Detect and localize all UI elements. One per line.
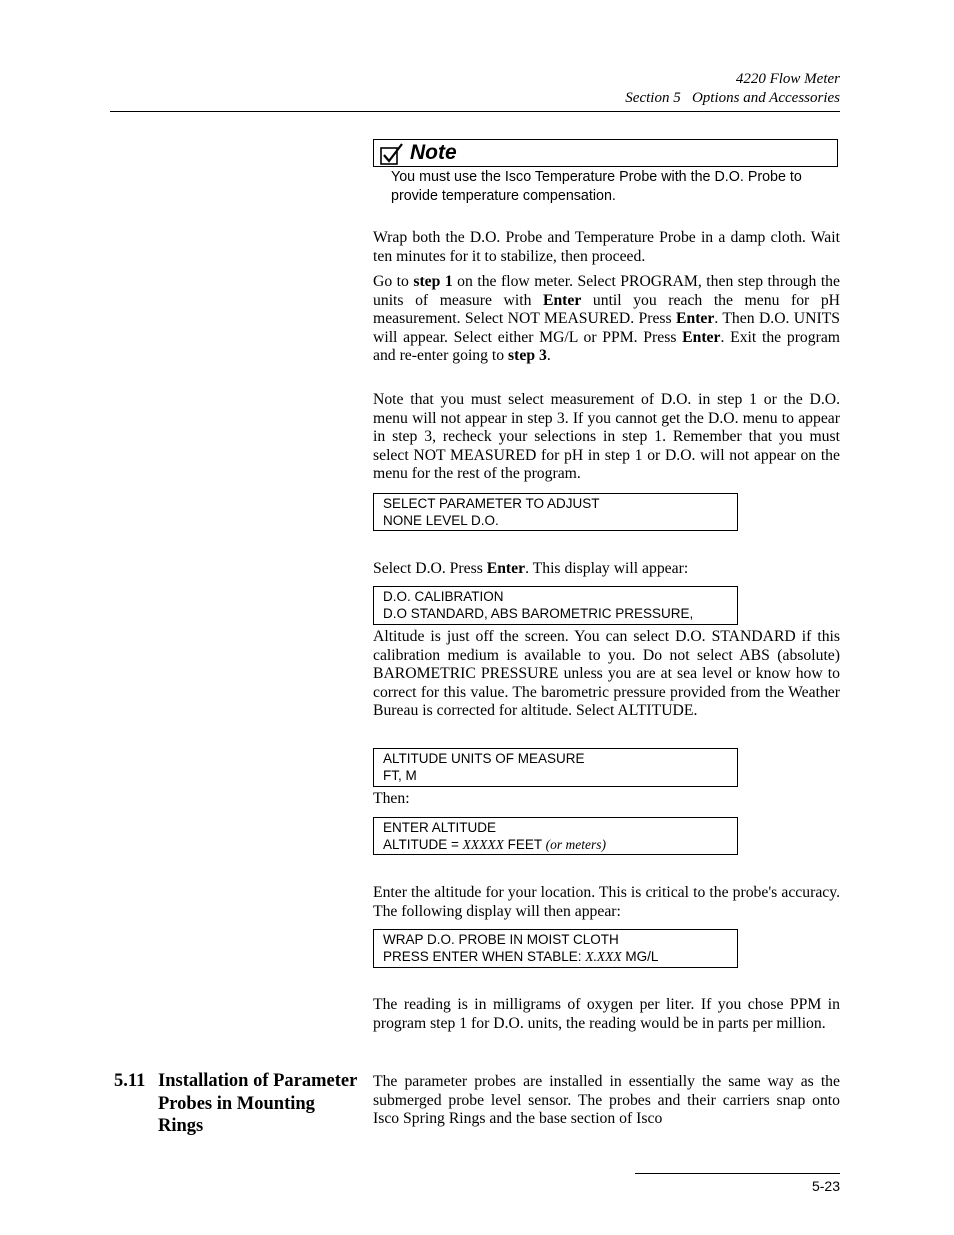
display-altitude-units: ALTITUDE UNITS OF MEASURE FT, M bbox=[373, 748, 738, 787]
bold-enter: Enter bbox=[486, 560, 526, 577]
paragraph-wrap bbox=[373, 229, 840, 266]
running-header bbox=[625, 70, 840, 108]
page-number: 5-23 bbox=[811, 1178, 840, 1194]
display-do-calibration: D.O. CALIBRATION D.O STANDARD, ABS BAROMETRIC PRESSURE, bbox=[373, 586, 738, 625]
bold-enter: Enter bbox=[542, 291, 582, 309]
checkbox-check-icon bbox=[380, 143, 404, 165]
bold-enter: Enter bbox=[682, 328, 721, 346]
display-wrap-probe: WRAP D.O. PROBE IN MOIST CLOTH PRESS ENTER WHEN STABLE: X.XXX MG/L bbox=[373, 929, 738, 968]
header-section: Section 5 Options and Accessories bbox=[625, 90, 840, 106]
paragraph-note-step: Note that you must select measurement of D.O. in step 1 or the D.O. menu will not appear in step 3. If you cannot get the D.O. menu to appear in step 3, recheck your selections in step 1. Remember that you must select NOT MEASURED for pH in step 1 or D.O. will not appear on the menu for the rest of the program. bbox=[373, 391, 840, 483]
note-box bbox=[373, 139, 838, 167]
paragraph-select-do: Select D.O. Press Enter. This display will appear: bbox=[373, 560, 689, 577]
header-rule bbox=[110, 111, 840, 112]
paragraph-reading: The reading is in milligrams of oxygen per liter. If you chose PPM in program step 1 for D.O. units, the reading would be in parts per million. bbox=[373, 996, 840, 1032]
display-select-parameter: SELECT PARAMETER TO ADJUST NONE LEVEL D.O. bbox=[373, 493, 738, 531]
paragraph-install: The parameter probes are installed in essentially the same way as the submerged probe level sensor. The probes and their carriers snap onto Isco Spring Rings and the base section of Isco bbox=[373, 1073, 840, 1128]
bold-step3: step 3 bbox=[508, 347, 547, 365]
footer-rule bbox=[635, 1173, 840, 1174]
header-title: 4220 Flow Meter bbox=[735, 71, 840, 87]
paragraph-then: Then: bbox=[373, 790, 410, 807]
paragraph: Wrap both the D.O. Probe and Temperature Probe in a damp cloth. Wait ten minutes for it to stabilize, then proceed. bbox=[373, 229, 840, 265]
note-title: Note bbox=[410, 141, 457, 164]
paragraph-goto: Go to step 1 on the flow meter. Select PROGRAM, then step through the units of measure with Enter until you reach the menu for pH measurement. Select NOT MEASURED. Press Enter. Then D.O. UNITS will appear. Select either MG/L or PPM. Press Enter. Exit the program and re-enter going to step 3. bbox=[373, 273, 840, 365]
bold-step1: step 1 bbox=[413, 273, 453, 290]
section-number: 5.11 bbox=[114, 1071, 146, 1091]
paragraph-enter-altitude: Enter the altitude for your location. This is critical to the probe's accuracy. The following display will then appear: bbox=[373, 884, 840, 920]
bold-enter: Enter bbox=[676, 310, 715, 328]
display-enter-altitude: ENTER ALTITUDE ALTITUDE = XXXXX FEET (or meters) bbox=[373, 817, 738, 855]
section-title: Installation of Parameter Probes in Mounting Rings bbox=[158, 1071, 358, 1136]
note-text: You must use the Isco Temperature Probe with the D.O. Probe to provide temperature compensation. bbox=[391, 169, 802, 204]
paragraph-altitude: Altitude is just off the screen. You can select D.O. STANDARD if this calibration medium is available to you. Do not select ABS (absolute) BAROMETRIC PRESSURE unless you are at sea level or know how to correct for this value. The barometric pressure provided from the Weather Bureau is corrected for altitude. Select ALTITUDE. bbox=[373, 628, 840, 720]
